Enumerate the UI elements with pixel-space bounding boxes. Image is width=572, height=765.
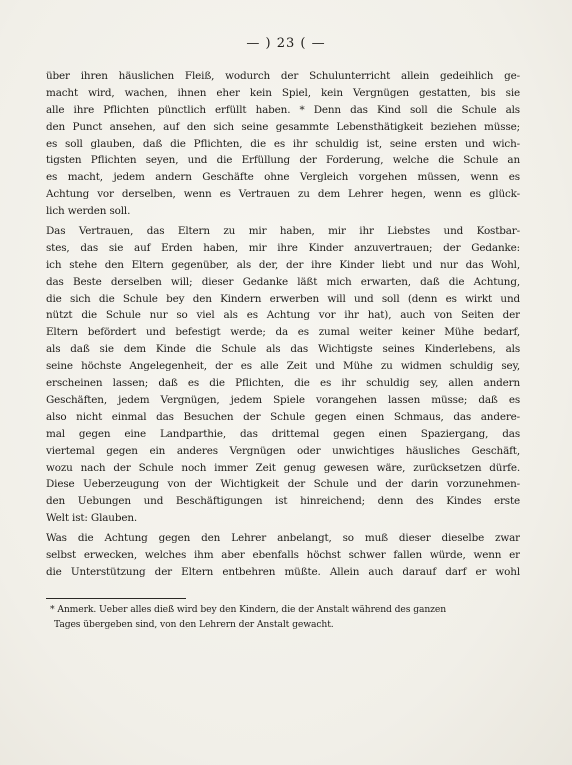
text-line: Achtung vor derselben, wenn es Vertrauen zu dem Lehrer hegen, wenn es glück- xyxy=(46,188,520,201)
footnote xyxy=(50,603,520,632)
text-line: die Unterstützung der Eltern entbehren müßte. Allein auch darauf darf er wohl xyxy=(46,565,520,578)
text-line: als daß sie dem Kinde die Schule als das Wichtigste seines Kinderlebens, als xyxy=(46,343,520,356)
text-line: über ihren häuslichen Fleiß, wodurch der Schulunterricht allein gedeihlich ge- xyxy=(46,70,520,82)
text-line: wozu nach der Schule noch immer Zeit genug gewesen wäre, zurücksetzen dürfe. xyxy=(46,461,520,474)
text-line: es soll glauben, daß die Pflichten, die es ihr schuldig ist, seine ersten und wich- xyxy=(46,137,520,150)
body-text xyxy=(46,68,520,581)
footnote-line: * Anmerk. Ueber alles dieß wird bey den Kindern, die der Anstalt während des ganzen xyxy=(50,604,447,615)
text-line: alle ihre Pflichten pünctlich erfüllt haben. * Denn das Kind soll die Schule als xyxy=(46,103,520,116)
text-line: selbst erwecken, welches ihm aber ebenfalls höchst schwer fallen würde, wenn er xyxy=(46,548,520,561)
text-line: lich werden soll. xyxy=(46,205,131,218)
page-number-header: — ) 23 ( — xyxy=(246,36,326,51)
text-line: erscheinen lassen; daß es die Pflichten, die es ihr schuldig sey, allen andern xyxy=(46,377,520,390)
text-line: Eltern befördert und befestigt werde; da es zumal weiter keiner Mühe bedarf, xyxy=(46,326,520,339)
text-line: den Punct ansehen, auf den sich seine gesammte Lebensthätigkeit beziehen müsse; xyxy=(46,120,520,133)
text-line: Welt ist: Glauben. xyxy=(46,512,138,525)
text-line: nützt die Schule nur so viel als es Achtung vor ihr hat), auch von Seiten der xyxy=(46,309,520,322)
text-line: die sich die Schule bey den Kindern erwerben will und soll (denn es wirkt und xyxy=(46,292,520,305)
text-line: ich stehe den Eltern gegenüber, als der, der ihre Kinder liebt und nur das Wohl, xyxy=(46,258,520,271)
text-line: Diese Ueberzeugung von der Wichtigkeit der Schule und der darin vorzunehmen- xyxy=(46,478,520,491)
text-line: viertemal gegen ein anderes Vergnügen oder unwichtiges häusliches Geschäft, xyxy=(46,444,520,457)
text-line: es macht, jedem andern Geschäfte ohne Vergleich vorgehen müssen, wenn es xyxy=(46,171,520,184)
text-line: das Beste derselben will; dieser Gedanke läßt mich erwarten, daß die Achtung, xyxy=(46,275,520,288)
text-line: den Uebungen und Beschäftigungen ist hinreichend; denn des Kindes erste xyxy=(46,495,520,508)
text-line: macht wird, wachen, ihnen eher kein Spiel, kein Vergnügen gestatten, bis sie xyxy=(46,86,520,99)
footnote-rule xyxy=(46,598,186,599)
text-line: Was die Achtung gegen den Lehrer anbelangt, so muß dieser dieselbe zwar xyxy=(46,532,520,545)
text-line: tigsten Pflichten seyen, und die Erfüllung der Forderung, welche die Schule an xyxy=(46,154,520,167)
footnote-line: Tages übergeben sind, von den Lehrern der Anstalt gewacht. xyxy=(54,618,334,630)
text-line: stes, das sie auf Erden haben, mir ihre Kinder anzuvertrauen; der Gedanke: xyxy=(46,241,520,254)
text-line: Geschäften, jedem Vergnügen, jedem Spiele vorangehen lassen müsse; daß es xyxy=(46,393,520,406)
text-line: seine höchste Angelegenheit, der es alle Zeit und Mühe zu widmen schuldig sey, xyxy=(46,360,520,373)
text-line: also nicht einmal das Besuchen der Schule gegen einen Schmaus, das andere- xyxy=(46,410,520,423)
text-line: Das Vertrauen, das Eltern zu mir haben, mir ihr Liebstes und Kostbar- xyxy=(46,225,520,238)
text-line: mal gegen eine Landparthie, das drittemal gegen einen Spaziergang, das xyxy=(46,427,520,440)
